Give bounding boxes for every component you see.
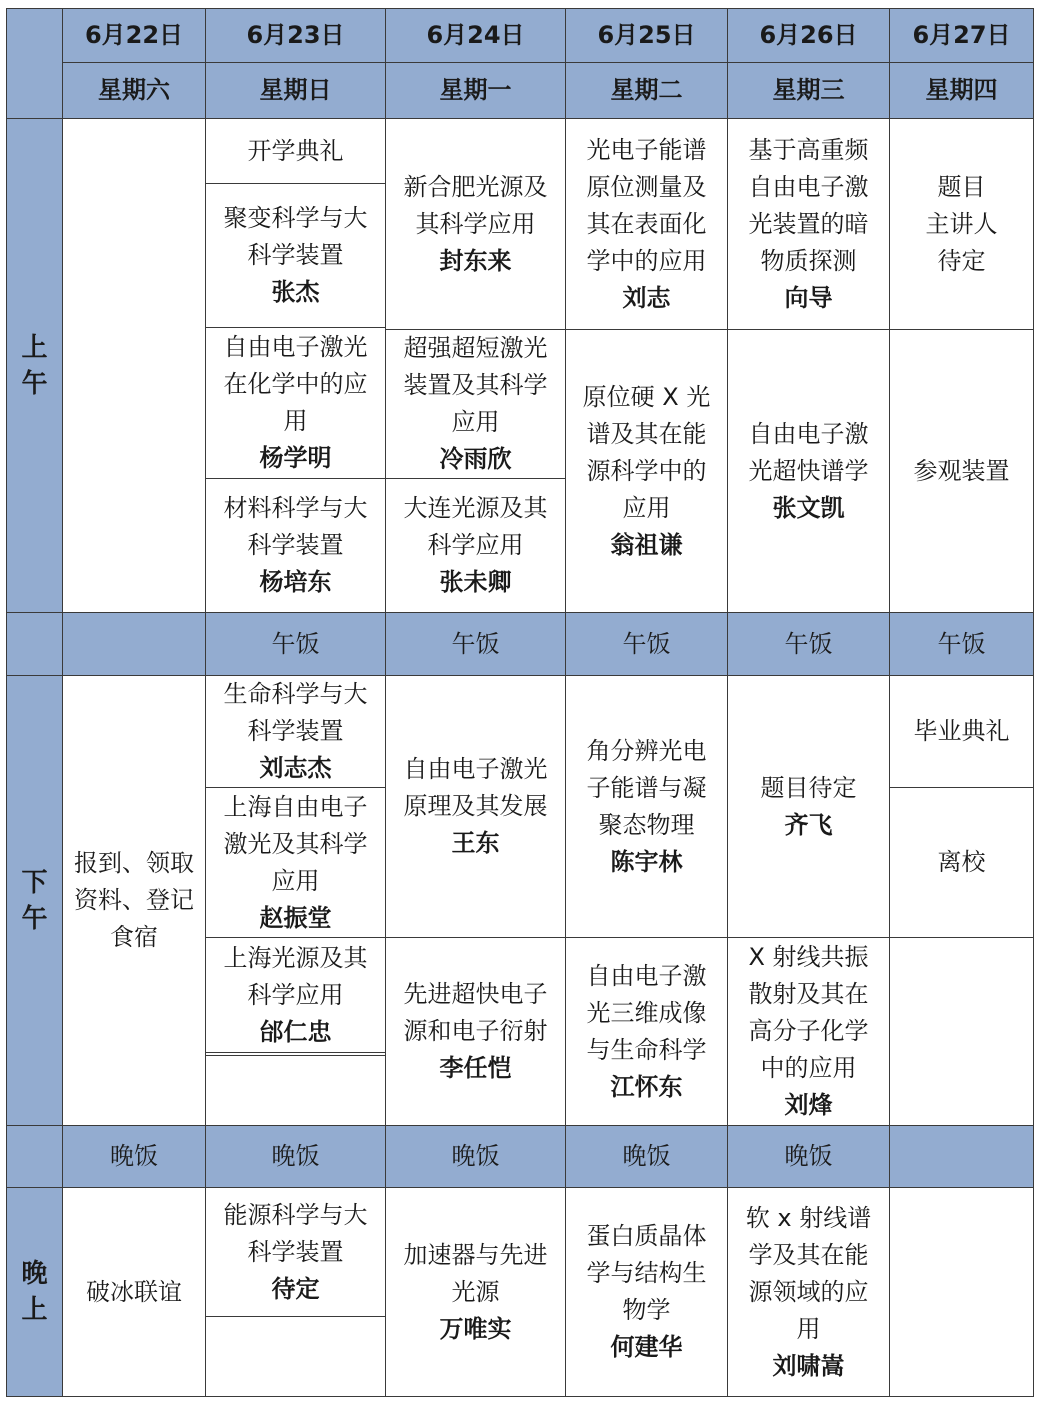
corner-cell <box>7 9 63 119</box>
dinner-row <box>7 1126 1034 1188</box>
meal-cell <box>7 1126 63 1188</box>
date-header: 6月24日 <box>386 9 566 63</box>
empty-cell <box>890 938 1034 1126</box>
session-cell: 上海自由电子 激光及其科学 应用 赵振堂 <box>206 788 386 938</box>
session-cell: 报到、领取 资料、登记 食宿 <box>63 676 206 1126</box>
meal-cell: 午饭 <box>206 613 386 676</box>
date-header: 6月26日 <box>728 9 890 63</box>
speaker-name: 杨培东 <box>259 568 332 596</box>
speaker-name: 李任恺 <box>439 1054 512 1082</box>
speaker-name: 刘啸嵩 <box>772 1351 845 1380</box>
session-cell: 上海光源及其 科学应用 邰仁忠 <box>206 938 386 1053</box>
meal-cell: 午饭 <box>566 613 728 676</box>
session-cell: 自由电子激 光超快谱学 张文凯 <box>728 330 890 613</box>
meal-cell: 晚饭 <box>206 1126 386 1188</box>
speaker-name: 赵振堂 <box>259 903 332 932</box>
weekday-header: 星期三 <box>728 63 890 119</box>
empty-cell <box>206 1056 386 1126</box>
session-cell: 光电子能谱 原位测量及 其在表面化 学中的应用 刘志 <box>566 119 728 330</box>
session-cell: 超强超短激光 装置及其科学 应用 冷雨欣 <box>386 330 566 479</box>
meal-cell: 午饭 <box>890 613 1034 676</box>
empty-cell <box>63 119 206 613</box>
weekday-header: 星期二 <box>566 63 728 119</box>
session-cell: 先进超快电子 源和电子衍射 李任恺 <box>386 938 566 1126</box>
session-cell: 能源科学与大 科学装置 待定 <box>206 1188 386 1317</box>
session-cell: 自由电子激 光三维成像 与生命科学 江怀东 <box>566 938 728 1126</box>
speaker-name: 刘烽 <box>784 1091 833 1119</box>
session-cell: 材料科学与大 科学装置 杨培东 <box>206 479 386 613</box>
schedule-table <box>6 8 1034 1397</box>
speaker-name: 万唯实 <box>439 1314 512 1343</box>
session-cell: 新合肥光源及 其科学应用 封东来 <box>386 119 566 330</box>
speaker-name: 向导 <box>784 283 833 312</box>
weekday-header: 星期一 <box>386 63 566 119</box>
speaker-name: 邰仁忠 <box>259 1017 332 1046</box>
speaker-name: 封东来 <box>439 246 512 275</box>
date-header: 6月25日 <box>566 9 728 63</box>
session-cell: 题目待定 齐飞 <box>728 676 890 938</box>
meal-cell: 晚饭 <box>728 1126 890 1188</box>
speaker-name: 张杰 <box>271 278 320 306</box>
session-opening: 开学典礼 <box>206 119 386 184</box>
session-cell: 蛋白质晶体 学与结构生 物学 何建华 <box>566 1188 728 1397</box>
meal-cell: 晚饭 <box>566 1126 728 1188</box>
speaker-name: 翁祖谦 <box>610 530 683 559</box>
session-cell: 题目 主讲人 待定 <box>890 119 1034 330</box>
speaker-name: 刘志 <box>622 283 671 312</box>
speaker-name: 张未卿 <box>439 568 512 596</box>
session-cell: 参观装置 <box>890 330 1034 613</box>
session-cell: 自由电子激光 在化学中的应 用 杨学明 <box>206 328 386 479</box>
speaker-name: 何建华 <box>610 1333 683 1361</box>
speaker-name: 齐飞 <box>784 810 833 839</box>
meal-cell: 晚饭 <box>386 1126 566 1188</box>
period-evening: 晚 上 <box>7 1188 63 1397</box>
meal-cell: 午饭 <box>386 613 566 676</box>
speaker-name: 待定 <box>271 1274 320 1303</box>
meal-cell: 午饭 <box>728 613 890 676</box>
session-cell: X 射线共振 散射及其在 高分子化学 中的应用 刘烽 <box>728 938 890 1126</box>
period-morning: 上 午 <box>7 119 63 613</box>
empty-cell <box>890 1188 1034 1397</box>
weekday-header: 星期四 <box>890 63 1034 119</box>
speaker-name: 冷雨欣 <box>439 445 512 473</box>
speaker-name: 王东 <box>451 829 500 857</box>
meal-cell <box>890 1126 1034 1188</box>
meal-cell: 晚饭 <box>63 1126 206 1188</box>
weekday-header: 星期日 <box>206 63 386 119</box>
session-cell: 大连光源及其 科学应用 张未卿 <box>386 479 566 613</box>
speaker-name: 张文凯 <box>772 493 845 522</box>
session-graduation: 毕业典礼 <box>890 676 1034 788</box>
period-afternoon: 下 午 <box>7 676 63 1126</box>
meal-cell <box>7 613 63 676</box>
session-cell: 聚变科学与大 科学装置 张杰 <box>206 184 386 328</box>
date-header: 6月27日 <box>890 9 1034 63</box>
session-cell: 角分辨光电 子能谱与凝 聚态物理 陈宇林 <box>566 676 728 938</box>
empty-cell <box>206 1317 386 1397</box>
speaker-name: 刘志杰 <box>259 754 332 782</box>
speaker-name: 江怀东 <box>610 1072 683 1101</box>
speaker-name: 陈宇林 <box>610 847 683 876</box>
session-cell: 加速器与先进 光源 万唯实 <box>386 1188 566 1397</box>
weekday-row <box>7 63 1034 119</box>
speaker-name: 杨学明 <box>259 444 332 472</box>
weekday-header: 星期六 <box>63 63 206 119</box>
session-cell: 原位硬 X 光 谱及其在能 源科学中的 应用 翁祖谦 <box>566 330 728 613</box>
date-header: 6月23日 <box>206 9 386 63</box>
session-cell: 自由电子激光 原理及其发展 王东 <box>386 676 566 938</box>
date-row <box>7 9 1034 63</box>
session-cell: 软 x 射线谱 学及其在能 源领域的应 用 刘啸嵩 <box>728 1188 890 1397</box>
date-header: 6月22日 <box>63 9 206 63</box>
lunch-row <box>7 613 1034 676</box>
session-cell: 基于高重频 自由电子激 光装置的暗 物质探测 向导 <box>728 119 890 330</box>
meal-cell <box>63 613 206 676</box>
session-cell: 破冰联谊 <box>63 1188 206 1397</box>
session-cell: 生命科学与大 科学装置 刘志杰 <box>206 676 386 788</box>
session-departure: 离校 <box>890 788 1034 938</box>
